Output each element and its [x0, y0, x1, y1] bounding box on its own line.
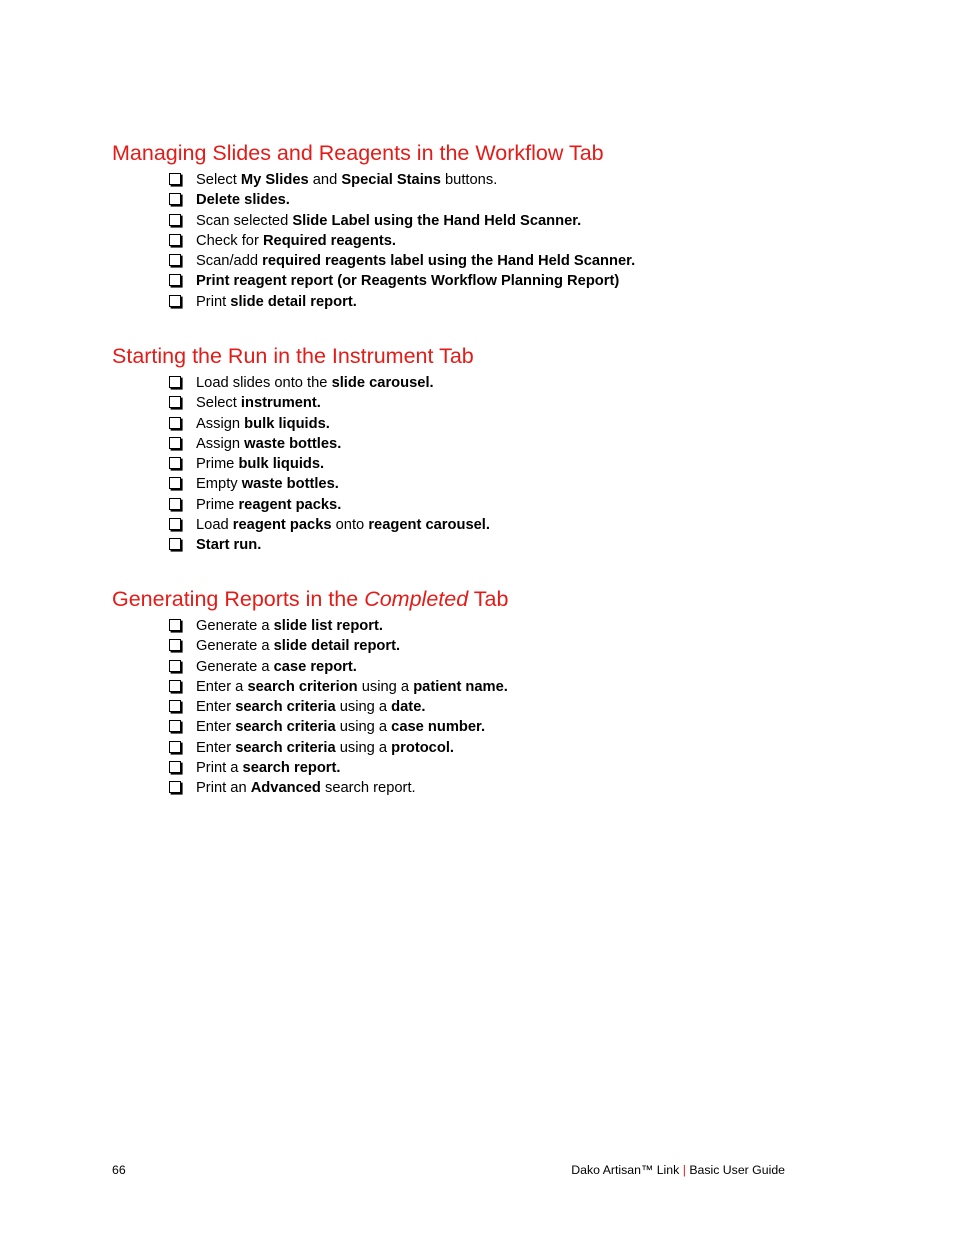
- bold-term: instrument.: [240, 395, 321, 412]
- checkbox-icon: [169, 639, 181, 651]
- checklist-item: [112, 495, 872, 515]
- bold-term: waste bottles.: [241, 476, 339, 493]
- bold-term: Special Stains: [341, 172, 441, 188]
- bold-term: slide detail report.: [273, 638, 401, 655]
- italic-term: Completed: [364, 587, 469, 611]
- checkbox-icon: [169, 761, 181, 773]
- text-run: Select: [196, 172, 241, 188]
- text-run: onto: [331, 517, 369, 534]
- checklist-item: [112, 170, 872, 190]
- text-run: Enter: [196, 719, 236, 736]
- bold-term: reagent packs: [232, 517, 332, 534]
- bold-term: Print reagent report (or Reagents Workflow Planning Report): [196, 273, 620, 290]
- text-run: Enter a: [196, 678, 248, 695]
- checklist-item: [112, 231, 872, 251]
- bold-term: Advanced: [250, 780, 321, 797]
- checkbox-icon: [169, 457, 181, 469]
- text-run: Select: [196, 395, 241, 412]
- checkbox-icon: [169, 254, 181, 266]
- checklist-item: [112, 616, 872, 636]
- text-run: Check for: [196, 232, 263, 249]
- checkbox-icon: [169, 234, 181, 246]
- checklist-item: [112, 738, 872, 758]
- text-run: Empty: [196, 476, 242, 493]
- bold-term: slide detail report.: [230, 293, 357, 310]
- checkbox-icon: [169, 437, 181, 449]
- checkbox-icon: [169, 720, 181, 732]
- bold-term: slide list report.: [273, 618, 383, 634]
- checklist: [112, 616, 872, 799]
- bold-term: search report.: [242, 760, 341, 777]
- bold-term: My Slides: [240, 172, 309, 188]
- bold-term: waste bottles.: [244, 435, 342, 452]
- checkbox-icon: [169, 538, 181, 550]
- checklist: [112, 170, 872, 312]
- text-run: Assign: [196, 435, 245, 452]
- checkbox-icon: [169, 396, 181, 408]
- checklist-item: [112, 373, 872, 393]
- text-run: using a: [357, 678, 414, 695]
- text-run: Prime: [196, 456, 239, 473]
- checklist-item: [112, 778, 872, 798]
- checkbox-icon: [169, 781, 181, 793]
- bold-term: search criteria: [235, 719, 336, 736]
- checkbox-icon: [169, 680, 181, 692]
- checklist-item: [112, 271, 872, 291]
- section-workflow: [112, 140, 872, 312]
- bold-term: Delete slides.: [196, 192, 290, 209]
- checkbox-icon: [169, 274, 181, 286]
- bold-term: required reagents label using the Hand Held Scanner.: [262, 253, 636, 270]
- bold-term: search criteria: [235, 699, 336, 716]
- text-run: Scan/add: [196, 253, 263, 270]
- checkbox-icon: [169, 741, 181, 753]
- bold-term: case report.: [273, 658, 357, 675]
- bold-term: Required reagents.: [262, 232, 396, 249]
- checkbox-icon: [169, 295, 181, 307]
- page-number: 66: [112, 1163, 126, 1177]
- checkbox-icon: [169, 214, 181, 226]
- text-run: Generate a: [196, 658, 274, 675]
- bold-term: reagent carousel.: [368, 517, 490, 534]
- text-run: Generate a: [196, 618, 274, 634]
- checklist: [112, 373, 872, 556]
- checkbox-icon: [169, 660, 181, 672]
- checklist-item: [112, 717, 872, 737]
- checklist-item: [112, 211, 872, 231]
- checklist-item: [112, 697, 872, 717]
- bold-term: reagent packs.: [238, 496, 342, 513]
- checklist-item: [112, 292, 872, 312]
- footer-doc-title: [571, 1163, 785, 1178]
- checklist-item: [112, 434, 872, 454]
- bold-term: Start run.: [196, 537, 262, 554]
- checklist-item: [112, 414, 872, 434]
- bold-term: date.: [391, 699, 426, 716]
- text-run: Tab: [468, 587, 509, 611]
- checkbox-icon: [169, 193, 181, 205]
- checkbox-icon: [169, 477, 181, 489]
- text-run: Print an: [196, 780, 251, 797]
- checklist-item: [112, 535, 872, 555]
- text-run: Print: [196, 293, 231, 310]
- footer-separator: |: [682, 1163, 686, 1177]
- section-completed: [112, 586, 872, 799]
- text-run: Load: [196, 517, 233, 534]
- text-run: search report.: [320, 780, 416, 797]
- checklist-item: [112, 515, 872, 535]
- bold-term: bulk liquids.: [244, 415, 330, 432]
- checklist-item: [112, 190, 872, 210]
- section-heading: Managing Slides and Reagents in the Workflow Tab: [112, 141, 604, 165]
- checkbox-icon: [169, 619, 181, 631]
- text-run: Generate a: [196, 638, 274, 655]
- checkbox-icon: [169, 518, 181, 530]
- text-run: Print a: [196, 760, 243, 777]
- section-heading: Starting the Run in the Instrument Tab: [112, 344, 474, 368]
- checkbox-icon: [169, 700, 181, 712]
- bold-term: bulk liquids.: [238, 456, 325, 473]
- checkbox-icon: [169, 376, 181, 388]
- checkbox-icon: [169, 417, 181, 429]
- checklist-item: [112, 474, 872, 494]
- doc-subtitle: Basic User Guide: [689, 1163, 785, 1177]
- text-run: buttons.: [440, 172, 498, 188]
- text-run: Load slides onto the: [196, 375, 332, 391]
- text-run: using a: [335, 739, 392, 756]
- bold-term: search criteria: [235, 739, 336, 756]
- text-run: Assign: [196, 415, 245, 432]
- checklist-item: [112, 677, 872, 697]
- text-run: using a: [335, 719, 392, 736]
- checklist-item: [112, 758, 872, 778]
- bold-term: protocol.: [391, 739, 454, 756]
- doc-title: Dako Artisan™ Link: [571, 1163, 680, 1177]
- text-run: Prime: [196, 496, 239, 513]
- bold-term: slide carousel.: [331, 375, 434, 391]
- text-run: Enter: [196, 739, 236, 756]
- checklist-item: [112, 393, 872, 413]
- bold-term: case number.: [391, 719, 486, 736]
- checkbox-icon: [169, 173, 181, 185]
- text-run: Scan selected: [196, 212, 293, 229]
- checklist-item: [112, 454, 872, 474]
- text-run: using a: [335, 699, 392, 716]
- bold-term: patient name.: [413, 678, 508, 695]
- checklist-item: [112, 657, 872, 677]
- checklist-item: [112, 251, 872, 271]
- bold-term: search criterion: [247, 678, 358, 695]
- checkbox-icon: [169, 498, 181, 510]
- section-instrument: [112, 343, 872, 556]
- bold-term: Slide Label using the Hand Held Scanner.: [292, 212, 582, 229]
- text-run: Enter: [196, 699, 236, 716]
- text-run: and: [308, 172, 342, 188]
- text-run: Generating Reports in the: [112, 587, 365, 611]
- section-heading: [112, 586, 872, 612]
- checklist-item: [112, 636, 872, 656]
